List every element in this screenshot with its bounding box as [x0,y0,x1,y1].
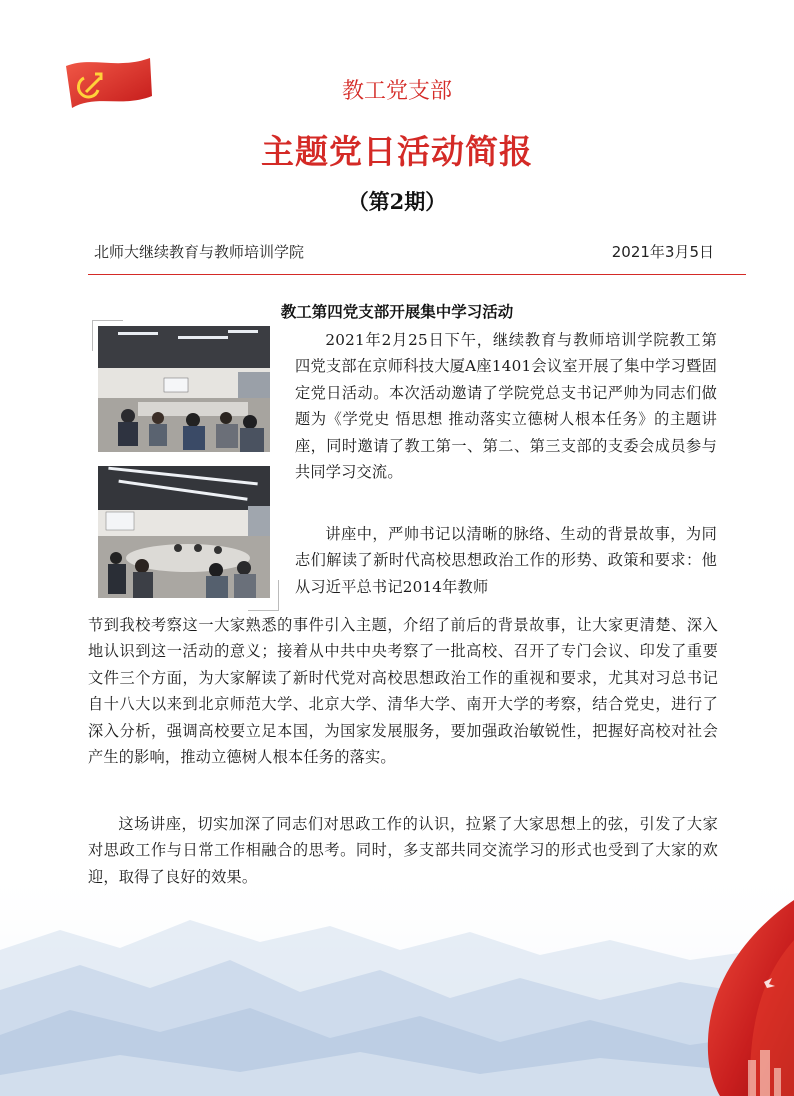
org-title: 教工党支部 [341,79,452,104]
mountain-background [0,860,794,1096]
header-divider [88,274,746,275]
page-title: 主题党日活动简报 [261,132,533,171]
red-ribbon-decoration [690,900,794,1096]
article-paragraph-4: 这场讲座，切实加深了同志们对思政工作的认识，拉紧了大家思想上的弦，引发了大家对思政工作与日常工作相融合的思考。同时，多支部共同交流学习的形式也受到了大家的欢迎，取得了良好的效果。 [88,815,718,886]
article-paragraph-2: 讲座中，严帅书记以清晰的脉络、生动的背景故事，为同志们解读了新时代高校思想政治工作的形势、政策和要求：他从习近平总书记2014年教师 [295,525,717,596]
publisher-name: 北师大继续教育与教师培训学院 [94,243,305,261]
article-paragraph-1: 2021年2月25日下午，继续教育与教师培训学院教工第四党支部在京师科技大厦A座1401会议室开展了集中学习暨固定党日活动。本次活动邀请了学院党总支书记严帅为同志们做题为《学党史 悟思想 推动落实立德树人根本任务》的主题讲座，同时邀请了教工第一、第二、第三支部的支委会成员参与共同学习交流。 [295,331,717,482]
meeting-photo-2 [98,466,270,598]
meeting-photo-1 [98,326,270,452]
article-title: 教工第四党支部开展集中学习活动 [280,302,514,321]
article-paragraph-3: 节到我校考察这一大家熟悉的事件引入主题，介绍了前后的背景故事，让大家更清楚、深入地认识到这一活动的意义；接着从中共中央考察了一批高校、召开了专门会议、印发了重要文件三个方面，为大家解读了新时代党对高校思想政治工作的重视和要求，尤其对习总书记自十八大以来到北京师范大学、北京大学、清华大学、南开大学的考察，结合党史，进行了深入分析，强调高校要立足本国，为国家发展服务，要加强政治敏锐性，把握好高校对社会产生的影响，推动立德树人根本任务的落实。 [88,616,718,767]
issue-number: （第2期） [347,189,447,214]
publish-date: 2021年3月5日 [611,243,714,261]
